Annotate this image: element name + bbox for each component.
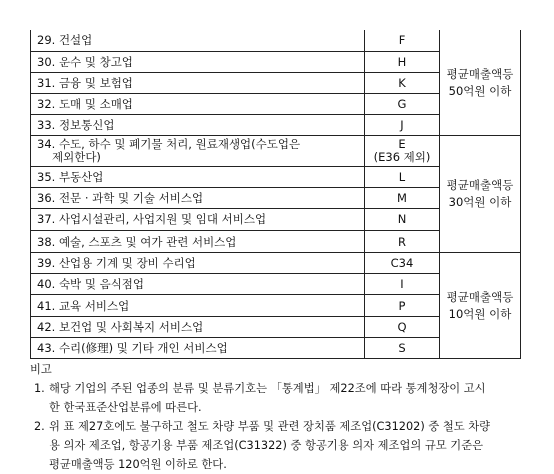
notes-section <box>30 360 524 474</box>
industry-code: L <box>365 166 440 187</box>
note-line: 용 의자 제조업, 항공기용 부품 제조업(C31322) 중 항공기용 의자 제조업의 규모 기준은 <box>49 439 484 452</box>
table-row <box>31 30 521 51</box>
note-line: 해당 기업의 주된 업종의 분류 및 분류기호는 「통계법」 제22조에 따라 통계청장이 고시 <box>49 382 486 395</box>
industry-code: P <box>365 295 440 316</box>
note-line: 평균매출액등 120억원 이하로 한다. <box>49 458 227 471</box>
size-criterion-line2: 10억원 이하 <box>448 306 512 321</box>
size-criterion-line2: 30억원 이하 <box>448 195 512 210</box>
note-number: 2. <box>34 420 45 433</box>
table-row <box>31 253 521 274</box>
industry-name <box>31 136 365 166</box>
industry-code: G <box>365 93 440 114</box>
size-criterion-cell <box>440 136 521 253</box>
note-number: 1. <box>34 382 45 395</box>
industry-name: 35. 부동산업 <box>31 166 365 187</box>
industry-code <box>365 136 440 166</box>
industry-name: 38. 예술, 스포츠 및 여가 관련 서비스업 <box>31 230 365 252</box>
industry-code: R <box>365 230 440 252</box>
industry-name-line2: 제외한다) <box>52 149 101 164</box>
note-line: 위 표 제27호에도 불구하고 철도 차량 부품 및 관련 장치품 제조업(C31202) 중 철도 차량 <box>49 420 491 433</box>
note-item <box>34 379 524 417</box>
industry-code: H <box>365 51 440 72</box>
industry-code: N <box>365 208 440 230</box>
industry-code: J <box>365 115 440 136</box>
note-line: 한 한국표준산업분류에 따른다. <box>49 401 202 414</box>
industry-name: 41. 교육 서비스업 <box>31 295 365 316</box>
industry-code: M <box>365 187 440 208</box>
size-criterion-cell <box>440 253 521 359</box>
industry-code-line2: (E36 제외) <box>373 149 431 164</box>
size-criterion-line1: 평균매출액등 <box>446 66 514 81</box>
industry-name: 36. 전문 · 과학 및 기술 서비스업 <box>31 187 365 208</box>
size-criterion-line1: 평균매출액등 <box>446 178 514 193</box>
note-item <box>34 417 524 474</box>
industry-name: 39. 산업용 기계 및 장비 수리업 <box>31 253 365 274</box>
industry-code-line1: E <box>398 136 406 151</box>
size-criterion-cell <box>440 30 521 136</box>
industry-name: 31. 금융 및 보험업 <box>31 72 365 93</box>
industry-name: 30. 운수 및 창고업 <box>31 51 365 72</box>
industry-code: F <box>365 30 440 51</box>
industry-name: 43. 수리(修理) 및 기타 개인 서비스업 <box>31 337 365 358</box>
industry-name: 40. 숙박 및 음식점업 <box>31 274 365 295</box>
industry-name: 29. 건설업 <box>31 30 365 51</box>
industry-code: S <box>365 337 440 358</box>
industry-name: 37. 사업시설관리, 사업지원 및 임대 서비스업 <box>31 208 365 230</box>
notes-title: 비고 <box>30 363 52 376</box>
industry-name: 32. 도매 및 소매업 <box>31 93 365 114</box>
industry-name: 33. 정보통신업 <box>31 115 365 136</box>
industry-code: C34 <box>365 253 440 274</box>
table-row <box>31 136 521 166</box>
industry-name-line1: 34. 수도, 하수 및 폐기물 처리, 원료재생업(수도업은 <box>37 136 301 151</box>
size-criterion-line1: 평균매출액등 <box>446 289 514 304</box>
industry-size-table <box>30 30 521 359</box>
industry-name: 42. 보건업 및 사회복지 서비스업 <box>31 316 365 337</box>
size-criterion-line2: 50억원 이하 <box>448 83 512 98</box>
industry-code: I <box>365 274 440 295</box>
industry-code: Q <box>365 316 440 337</box>
industry-code: K <box>365 72 440 93</box>
